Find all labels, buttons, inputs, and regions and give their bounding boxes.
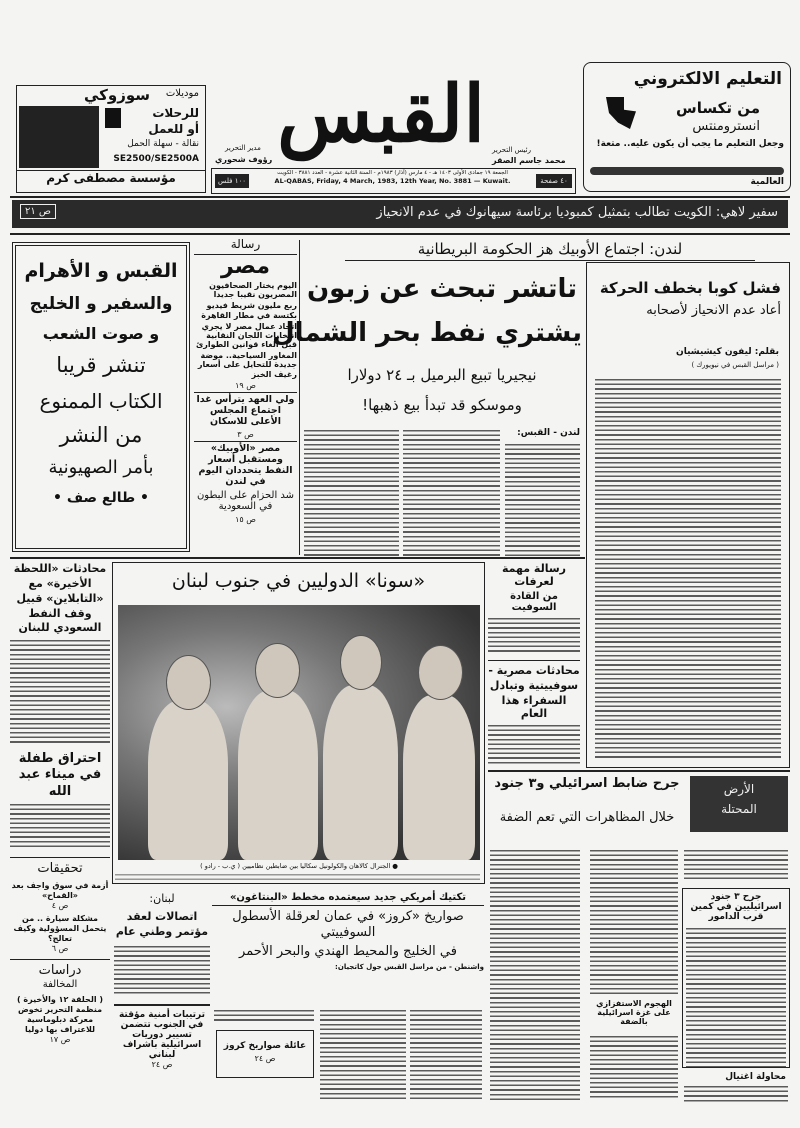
promo-line: القبس و الأهرام bbox=[24, 260, 178, 282]
page-ref: ص ١٥ bbox=[235, 514, 256, 524]
article-body bbox=[686, 928, 786, 1068]
editor-name: محمد جاسم الصقر bbox=[492, 156, 566, 165]
date-english: AL-QABAS, Friday, 4 March, 1983, 12th Year, No. 3881 — Kuwait. bbox=[274, 177, 511, 185]
list-item: شد الحزام على البطون في السعودية bbox=[196, 489, 295, 513]
ad-title: التعليم الالكتروني bbox=[633, 69, 782, 89]
story-headline: اتصالات لعقد مؤتمر وطني عام bbox=[115, 910, 209, 939]
list-item: مشكلة سيارة .. من يتحمل المسؤولية وكيف تعالج؟ bbox=[13, 914, 107, 944]
story-headline: محادثات مصرية - bbox=[488, 660, 580, 677]
pages-badge: ٤٠ صفحة bbox=[536, 174, 572, 188]
ad-models: SE2500/SE2500A bbox=[113, 154, 199, 164]
story-headline: جرح ٣ جنود اسرائيليين في كمين قرب الدامور bbox=[690, 892, 782, 922]
story-headline: محادثات «اللحظة الأخيرة» مع «التابلاين» قبيل وقف النفط السعودي للبنان bbox=[13, 562, 107, 635]
story-headline: سوفييتية وتبادل bbox=[489, 679, 579, 692]
article-body bbox=[114, 946, 210, 996]
promo-line: بأمر الصهيونية bbox=[48, 457, 154, 478]
article-body bbox=[590, 850, 678, 995]
lebanon-column bbox=[114, 892, 210, 1102]
article-body bbox=[10, 804, 110, 849]
newspaper-logo: القبس bbox=[277, 69, 485, 160]
ad-slogan: وجعل التعليم ما يجب أن يكون عليه.. متعة! bbox=[596, 139, 784, 149]
middle-news-column bbox=[488, 562, 580, 767]
ad-line: انسترومنتس bbox=[692, 119, 760, 134]
list-item: ربع مليون شريط فيديو بكتسة في مطار القاهرة bbox=[201, 301, 297, 320]
article-body bbox=[684, 1086, 788, 1104]
column-kicker: رسالة bbox=[230, 237, 261, 251]
ambush-box bbox=[682, 888, 790, 1068]
promo-line: من النشر bbox=[59, 423, 143, 447]
promo-line: تنشر قريبا bbox=[56, 353, 146, 377]
story-subheadline: محاولة اغتيال bbox=[725, 1072, 786, 1082]
story-headline: جرح ضابط اسرائيلي و٣ جنود bbox=[494, 776, 680, 791]
article-body bbox=[595, 379, 781, 759]
ad-dealer: العالمية bbox=[750, 177, 784, 187]
photo-headline: «سونا» الدوليين في جنوب لبنان bbox=[171, 570, 426, 592]
article-body bbox=[490, 850, 580, 1100]
sub-headline: نيجيريا تبيع البرميل بـ ٢٤ دولارا bbox=[347, 366, 537, 384]
sub-headline: وموسكو قد تبدأ بيع ذهبها! bbox=[362, 396, 522, 414]
ad-line: للرحلات bbox=[152, 106, 199, 120]
managing-editor-name: رؤوف شحوري bbox=[215, 155, 273, 164]
story-headline: فشل كوبا بخطف الحركة bbox=[599, 279, 781, 297]
story-subheadline: الهجوم الاستفزازي على غزة اسرائيلية بالضفة bbox=[596, 999, 672, 1026]
page-ref: ص ١٧ bbox=[49, 1034, 71, 1044]
dateline-bar bbox=[211, 168, 576, 194]
list-item: اليوم يختار الصحافيون المصريون نقيبا جديدا bbox=[209, 280, 297, 300]
suzuki-logo-icon bbox=[105, 108, 121, 128]
article-body bbox=[214, 1010, 314, 1024]
divider bbox=[10, 557, 585, 559]
section-label: المحتلة bbox=[721, 802, 757, 816]
page-ref: ص ٦ bbox=[51, 944, 69, 954]
generator-photo bbox=[19, 106, 99, 168]
right-story bbox=[586, 262, 790, 768]
article-body bbox=[320, 1010, 406, 1100]
story-headline: في الخليج والمحيط الهندي والبحر الأحمر bbox=[239, 944, 457, 959]
article-body bbox=[505, 444, 580, 556]
article-body bbox=[304, 430, 399, 556]
dateline: واشنطن - من مراسل القبس جول كاتجيان: bbox=[335, 963, 484, 971]
box-title: عائلة صواريخ كروز bbox=[223, 1041, 307, 1051]
banner-page-ref: ص ٢١ bbox=[20, 204, 56, 219]
list-item: اتحاد عمال مصر لا يجري انتخابات اللجان النقابية قبل الغاء قوانين الطوارئ bbox=[195, 321, 297, 350]
main-headline: تاتشر تبحث عن زبون bbox=[306, 274, 578, 304]
photo-caption: ● الجنرال كالاهان والكولونيل سكاليا بين ضابطين نظاميين ( ي.ب - رادو ) bbox=[200, 862, 398, 870]
ad-line: أو للعمل bbox=[148, 122, 199, 136]
list-item: ( الحلقة ١٢ والأخيرة ) منظمة التحرير تخوض معركة دبلوماسية للاعتراف بها دوليا bbox=[16, 994, 104, 1034]
ad-dealer: مؤسسة مصطفى كرم bbox=[17, 170, 205, 185]
section-heading: دراسات bbox=[10, 959, 110, 979]
main-headline: يشتري نفط بحر الشمال bbox=[272, 318, 582, 348]
divider bbox=[488, 770, 790, 772]
story-headline: خلال المظاهرات التي تعم الضفة bbox=[499, 810, 675, 825]
article-body bbox=[410, 1010, 482, 1100]
article-body bbox=[590, 1036, 678, 1100]
sauna-photo bbox=[118, 605, 480, 860]
managing-editor-label: مدير التحرير bbox=[225, 144, 261, 152]
story-headline: رسالة مهمة لعرفات bbox=[501, 562, 567, 588]
kicker-headline: لندن: اجتماع الأوبيك هز الحكومة البريطانية bbox=[345, 240, 755, 261]
caption-text bbox=[115, 874, 480, 882]
article-body bbox=[403, 430, 500, 556]
column-rule bbox=[299, 240, 300, 555]
banner-headline: سفير لاهي: الكويت تطالب بتمثيل كمبوديا برئاسة سيهانوك في عدم الانحياز bbox=[376, 205, 778, 220]
story-headline: ترتيبات أمنية مؤقتة في الجنوب تتضمن تسيير دوريات اسرائيلية باشراف لبناني bbox=[114, 1004, 210, 1060]
page-ref: ص ١٩ bbox=[235, 380, 256, 390]
texas-map-icon bbox=[606, 97, 636, 129]
article-body bbox=[684, 850, 788, 880]
story-headline: السفراء هذا العام bbox=[501, 694, 567, 720]
page-ref: ص ٣ bbox=[237, 429, 254, 439]
ad-brand: سوزوكي bbox=[83, 86, 150, 104]
left-news-column bbox=[10, 562, 110, 1122]
texas-instruments-ad bbox=[583, 62, 791, 192]
kicker-headline: تكتيك أمريكي جديد سيعتمده مخطط «البنتاغون» bbox=[212, 892, 484, 906]
page-ref: ص ٤ bbox=[51, 901, 69, 911]
dateline: لندن - القبس: bbox=[517, 428, 580, 438]
list-item: أزمة في سوق واجف بعد «القماح» bbox=[11, 881, 109, 901]
ad-label: موديلات bbox=[165, 88, 199, 99]
list-item: مصر «الأوبيك» ومستقبل أسعار النفط يتحددان اليوم في لندن bbox=[194, 441, 297, 488]
promo-line: والسفير و الخليج bbox=[29, 294, 173, 314]
book-promo-box bbox=[12, 242, 190, 552]
price-badge: ١٠٠ فلس bbox=[215, 174, 249, 188]
list-item: ولي العهد يترأس غدا اجتماع المجلس الأعلى للاسكان bbox=[194, 392, 297, 428]
section-label: الأرض bbox=[723, 782, 755, 796]
list-item: المغاور السياحية.. موضة جديدة للتحايل على أسعار رغيف الخبز bbox=[197, 351, 297, 379]
divider bbox=[10, 196, 790, 198]
section-heading: تحقيقات bbox=[10, 857, 110, 877]
divider bbox=[10, 233, 790, 235]
byline-note: ( مراسل القبس في نيويورك ) bbox=[691, 361, 779, 369]
page-ref: ص ٢٤ bbox=[151, 1059, 173, 1069]
editor-label: رئيس التحرير bbox=[492, 146, 531, 154]
column-kicker: لبنان: bbox=[149, 892, 175, 905]
ad-line: نقالة - سهلة الحمل bbox=[127, 139, 199, 149]
article-body bbox=[10, 640, 110, 745]
story-headline: من القادة السوفيت bbox=[510, 591, 558, 613]
ad-line: من تكساس bbox=[676, 99, 760, 117]
ad-bar bbox=[590, 167, 784, 175]
egypt-column bbox=[194, 238, 297, 555]
promo-author: • طالع صف • bbox=[53, 490, 149, 506]
date-arabic: الجمعة ١٩ جمادى الأولى ١٤٠٣ هـ - ٤ مارس (آذار) ١٩٨٣م - السنة الثانية عشرة - العدد ٣٨٨١ - الكويت bbox=[277, 170, 508, 176]
top-banner bbox=[12, 200, 788, 228]
promo-line: الكتاب الممنوع bbox=[39, 389, 163, 413]
article-body bbox=[488, 618, 580, 654]
story-headline: صواريخ «كروز» في عمان لعرقلة الأسطول السوفييتي bbox=[232, 909, 464, 940]
story-headline: أعاد عدم الانحياز لأصحابه bbox=[646, 303, 781, 318]
occupied-label-box bbox=[690, 776, 788, 832]
article-body bbox=[488, 725, 580, 765]
suzuki-ad bbox=[16, 85, 206, 193]
column-title: مصر bbox=[194, 254, 297, 279]
page-ref: ص ٢٤ bbox=[254, 1054, 276, 1063]
section-subheading: المخالفة bbox=[42, 979, 78, 991]
promo-line: و صوت الشعب bbox=[42, 324, 160, 343]
byline: بقلم: ليفون كيشيشيان bbox=[676, 347, 779, 357]
story-headline: احتراق طفلة في ميناء عبد الله bbox=[18, 751, 102, 799]
cruise-family-box bbox=[216, 1030, 314, 1078]
cruise-headings bbox=[212, 892, 484, 971]
